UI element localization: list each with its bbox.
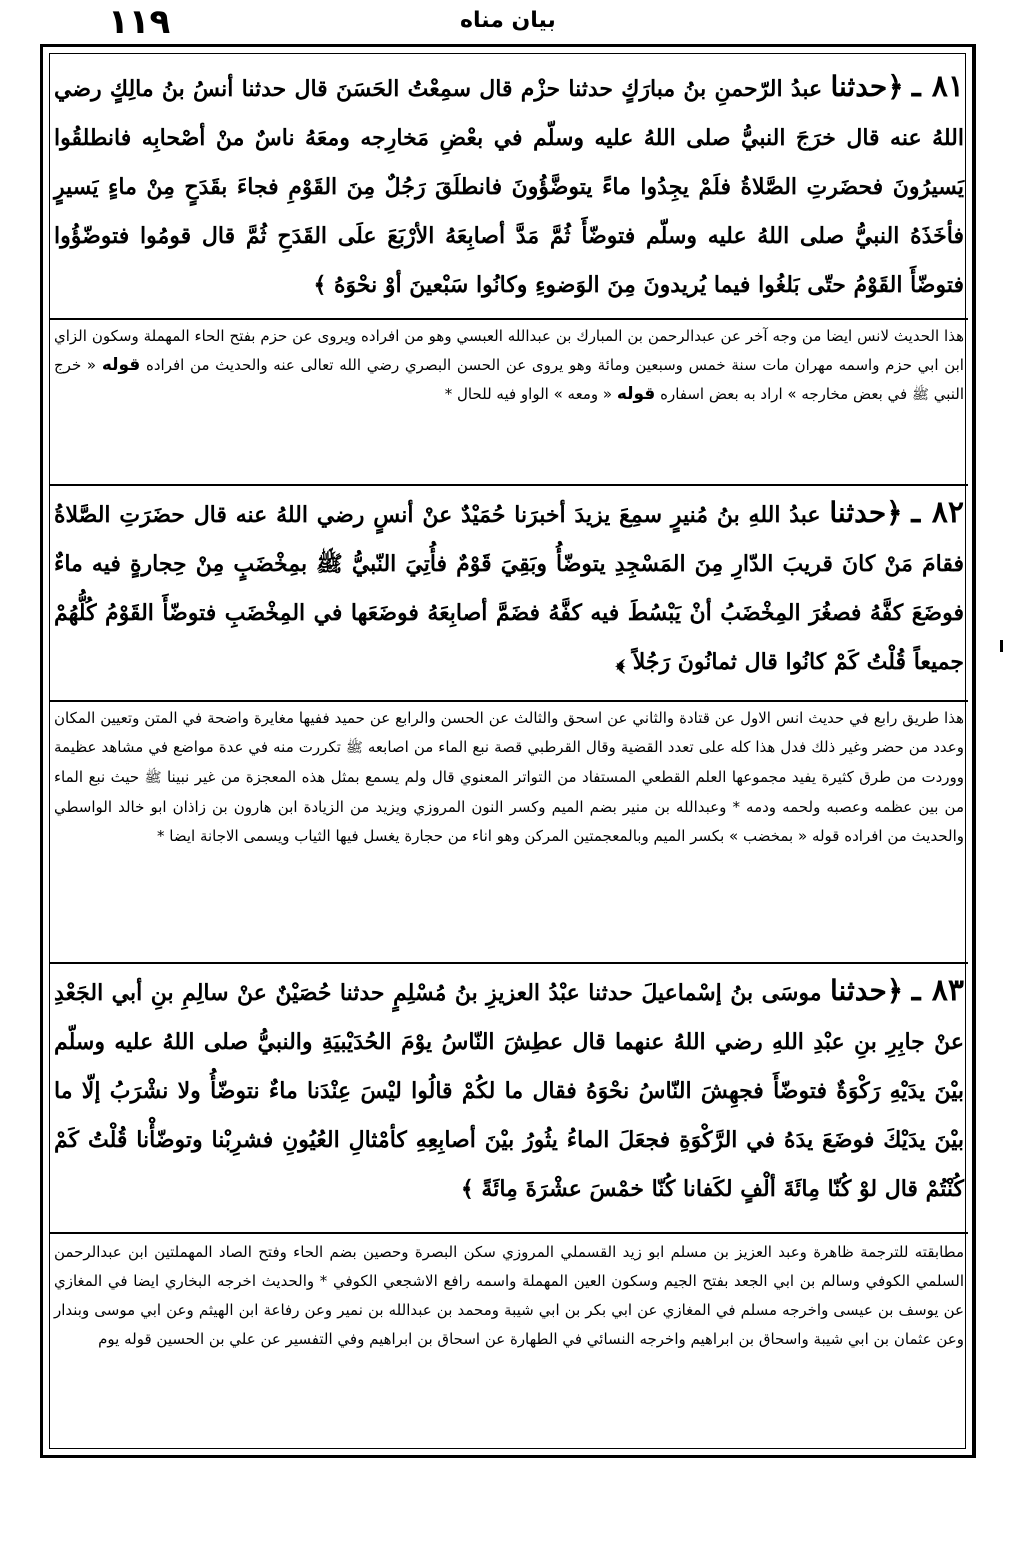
haddathana-mark: ﴿حدثنا [830, 70, 904, 103]
page-header [0, 2, 1027, 42]
qawluh-marker: قوله [101, 355, 141, 375]
hadith-text: عبدُ الرّحمنِ بنُ مبارَكٍ حدثنا حزْم قال سمِعْتُ الحَسَنَ قال حدثنا أنسُ بنُ مالِكٍ رضي اللهُ عنه قال خرَجَ النبيُّ صلى اللهُ عليه وسلّم في بعْضِ مَخارِجه ومعَهُ ناسٌ منْ أصْحابِه فانطلقُوا يَسيرُونَ فحضَرتِ الصَّلاةُ فلَمْ يجِدُوا ماءً يتوضَّؤُونَ فانطلَقَ رَجُلٌ مِنَ القَوْمِ فجاءَ بقَدَحٍ مِنْ ماءٍ يَسيرٍ فأخَذَهُ النبيُّ صلى اللهُ عليه وسلّم فتوضّأَ ثُمَّ مَدَّ أصابِعَهُ الأرْبَعَ علَى القَدَحِ ثُمَّ قال قومُوا فتوضّؤُوا فتوضّأَ القَوْمُ حتّى بَلغُوا فيما يُريدونَ مِنَ الوَضوءِ وكانُوا سَبْعينَ أوْ نحْوَهُ ﴾ [54, 76, 964, 298]
commentary-81 [54, 322, 964, 482]
section-divider [50, 318, 968, 320]
salawat-glyph: ﷺ [144, 770, 162, 786]
section-divider [50, 700, 968, 702]
commentary-83 [54, 1238, 964, 1448]
section-divider [50, 962, 968, 964]
qawluh-marker: قوله [616, 384, 656, 404]
hadith-text: عبدُ اللهِ بنُ مُنيرٍ سمِعَ يزيدَ أخبرَنا حُمَيْدٌ عنْ أنسٍ رضي اللهُ عنه قال حضَرَتِ الصَّلاةُ فقامَ مَنْ كانَ قريبَ الدّارِ مِنَ المَسْجِدِ يتوضّأُ وبَقِيَ قَوْمٌ فأُتِيَ النّبيُّ ﷺ بمِخْضَبٍ مِنْ حِجارةٍ فيه ماءٌ فوضَعَ كفَّهُ فصغُرَ المِخْضَبُ أنْ يَبْسُطَ فيه كفَّهُ فضَمَّ أصابِعَهُ فوضَعَها في المِخْضَبِ فتوضّأَ القَوْمُ كُلُّهُمْ جميعاً قُلْتُ كَمْ كانُوا قال ثمانُونَ رَجُلاً ﴾ [54, 502, 964, 675]
commentary-text: حيث نبع الماء من بين عظمه وعصبه ولحمه ودمه * وعبدالله بن منير بضم الميم وكسر النون المروزي ويزيد من الزيادة ابن هارون بن زاذان ابو خالد الواسطي والحديث من افراده قوله « بمخضب » بكسر الميم وبالمعجمتين المركن وهو اناء من حجارة يغسل فيها الثياب ويسمى الاجانة ايضا * [54, 768, 964, 845]
hadith-82 [54, 488, 964, 696]
commentary-text: « ومعه » الواو فيه للحال * [444, 385, 613, 403]
section-divider [50, 1232, 968, 1234]
running-title: بيان مناه [460, 8, 556, 33]
hadith-81 [54, 62, 964, 312]
commentary-text: هذا الحديث لانس ايضا من وجه آخر عن عبدالرحمن بن المبارك بن عبدالله العبسي وهو من افراده ويروى عن حزم بفتح الحاء المهملة وسكون الزاي ابن ابي حزم واسمه مهران مات سنة خمس وسبعين ومائة وهو يروى عن الحسن البصري رضي الله تعالى عنه والحديث من افراده [54, 327, 964, 374]
hadith-number: ٨٢ ـ [911, 495, 964, 530]
page-number: ١١٩ [108, 2, 171, 42]
commentary-text: تكررت منه في عدة مواضع في مشاهد عظيمة ووردت من طرق كثيرة يفيد مجموعها العلم القطعي المستفاد من التواتر المعنوي قال ولم يسمع بمثل هذه المعجزة من غير نبينا [54, 738, 964, 786]
commentary-text: هذا طريق رابع في حديث انس الاول عن قتادة والثاني عن اسحق والثالث عن الحسن والرابع عن حميد ففيها مغايرة واضحة في المتن وتعيين المكان وعدد من حضر وغير ذلك فدل هذا كله على تعدد القضية وقال القرطبي قصة نبع الماء من اصابعه [54, 709, 964, 756]
salawat-glyph: ﷺ [912, 387, 929, 403]
section-divider [50, 484, 968, 486]
hadith-text: موسَى بنُ إسْماعيلَ حدثنا عبْدُ العزيزِ بنُ مُسْلِمٍ حدثنا حُصَيْنٌ عنْ سالِمِ بنِ أبي الجَعْدِ عنْ جابِرِ بنِ عبْدِ اللهِ رضي اللهُ عنهما قال عطِشَ النّاسُ يوْمَ الحُدَيْبيَةِ والنبيُّ صلى اللهُ عليه وسلّم بيْنَ يدَيْهِ رَكْوَةٌ فتوضّأَ فجهِشَ النّاسُ نحْوَهُ فقال ما لكُمْ قالُوا ليْسَ عِنْدَنا ماءٌ نتوضّأُ ولا نشْرَبُ إلّا ما بيْنَ يدَيْكَ فوضَعَ يدَهُ في الرَّكْوَةِ فجعَلَ الماءُ يثُورُ بيْنَ أصابِعِهِ كأمْثالِ العُيُونِ فشرِبْنا وتوضّأْنا قُلْتُ كَمْ كُنْتُمْ قال لوْ كُنّا مِائَةَ ألْفٍ لكَفانا كُنّا خمْسَ عشْرَةَ مِائَةً ﴾ [54, 980, 964, 1202]
hadith-83 [54, 966, 964, 1224]
commentary-82 [54, 704, 964, 956]
commentary-text: في بعض مخارجه » اراد به بعض اسفاره [660, 385, 908, 403]
commentary-text: « خرج النبي [54, 356, 964, 403]
hadith-number: ٨٣ ـ [911, 973, 964, 1008]
haddathana-mark: ﴿حدثنا [829, 496, 903, 529]
hadith-number: ٨١ ـ [911, 69, 965, 104]
commentary-text: مطابقته للترجمة ظاهرة وعبد العزيز بن مسلم ابو زيد القسملي المروزي سكن البصرة وحصين بضم الحاء وفتح الصاد المهملتين ابن عبدالرحمن السلمي الكوفي وسالم بن ابي الجعد بفتح الجيم وسكون العين المهملة واسمه رافع الاشجعي الكوفي * والحديث اخرجه البخاري ايضا في المغازي عن يوسف بن عيسى واخرجه مسلم في المغازي عن ابي بكر بن ابي شيبة ومحمد بن عبدالله بن نمير وعن رفاعة ابن الهيثم وعن ابي موسى وبندار وعن عثمان بن ابي شيبة واسحاق بن ابراهيم واخرجه النسائي في الطهارة عن اسحاق بن ابراهيم وفي التفسير عن علي بن الحسين قوله يوم [54, 1243, 964, 1348]
haddathana-mark: ﴿حدثنا [830, 974, 904, 1007]
salawat-glyph: ﷺ [345, 740, 363, 756]
margin-mark [1000, 640, 1003, 652]
